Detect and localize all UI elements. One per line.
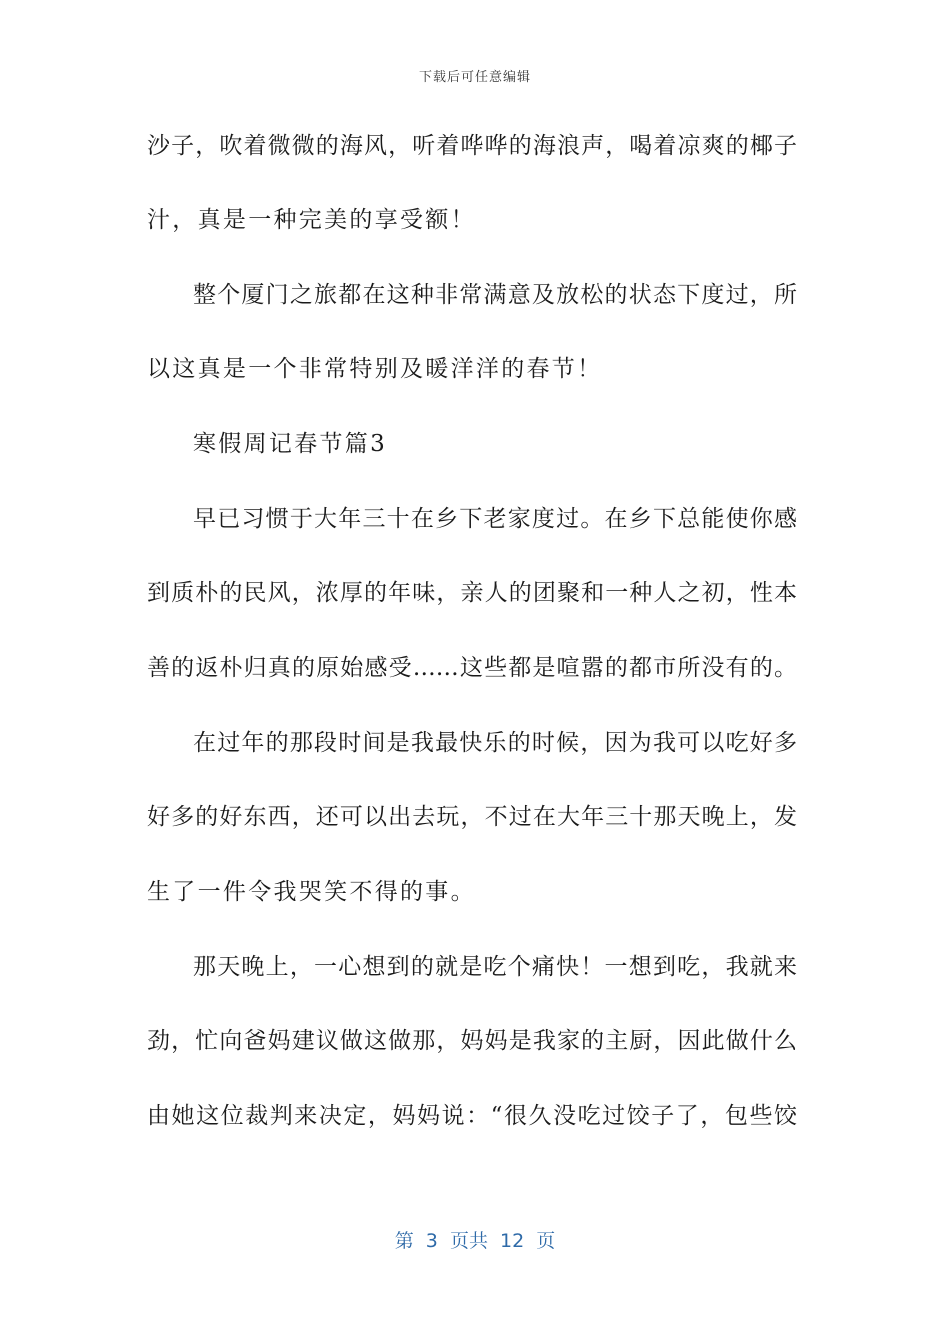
text-line: 到质朴的民风，浓厚的年味，亲人的团聚和一种人之初，性本 bbox=[147, 580, 797, 606]
text-line: 整个厦门之旅都在这种非常满意及放松的状态下度过，所 bbox=[193, 282, 797, 308]
page-header-note: 下载后可任意编辑 bbox=[418, 70, 531, 85]
text-line: 生了一件令我哭笑不得的事。 bbox=[147, 879, 476, 905]
text-line: 汁，真是一种完美的享受额！ bbox=[147, 207, 476, 233]
text-line: 由她这位裁判来决定，妈妈说：“很久没吃过饺子了，包些饺 bbox=[147, 1103, 797, 1129]
text-line: 好多的好东西，还可以出去玩，不过在大年三十那天晚上，发 bbox=[147, 804, 797, 830]
text-line: 早已习惯于大年三十在乡下老家度过。在乡下总能使你感 bbox=[193, 506, 797, 532]
text-line: 在过年的那段时间是我最快乐的时候，因为我可以吃好多 bbox=[193, 730, 797, 756]
text-line: 那天晚上，一心想到的就是吃个痛快！一想到吃，我就来 bbox=[193, 954, 797, 980]
text-line: 以这真是一个非常特别及暖洋洋的春节！ bbox=[147, 356, 603, 382]
text-line: 沙子，吹着微微的海风，听着哗哗的海浪声，喝着凉爽的椰子 bbox=[147, 133, 797, 159]
page-number-footer: 第 3 页共 12 页 bbox=[394, 1230, 556, 1252]
section-heading: 寒假周记春节篇3 bbox=[193, 431, 388, 457]
text-line: 劲，忙向爸妈建议做这做那，妈妈是我家的主厨，因此做什么 bbox=[147, 1028, 797, 1054]
text-line: 善的返朴归真的原始感受……这些都是喧嚣的都市所没有的。 bbox=[147, 655, 797, 681]
